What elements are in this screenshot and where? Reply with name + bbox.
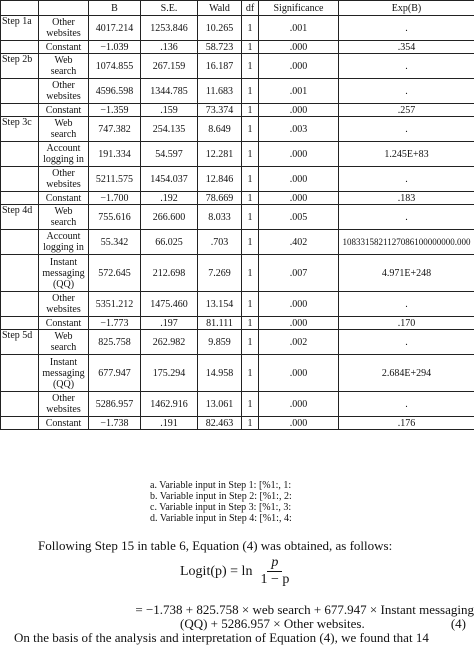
- cell-df: 1: [242, 79, 259, 104]
- cell-wald: 12.281: [198, 142, 242, 167]
- cell-se: 175.294: [141, 355, 198, 392]
- cell-df: 1: [242, 142, 259, 167]
- cell-wald: 13.061: [198, 392, 242, 417]
- cell-wald: 82.463: [198, 417, 242, 430]
- header-variable: [39, 1, 89, 16]
- cell-se: .136: [141, 41, 198, 54]
- cell-se: .159: [141, 104, 198, 117]
- cell-df: 1: [242, 317, 259, 330]
- cell-se: 212.698: [141, 255, 198, 292]
- cell-se: 1344.785: [141, 79, 198, 104]
- cell-significance: .000: [259, 417, 339, 430]
- table-row: [1, 16, 474, 41]
- cell-b: 755.616: [89, 205, 141, 230]
- cell-significance: .005: [259, 205, 339, 230]
- cell-step: [1, 104, 39, 117]
- cell-wald: 12.846: [198, 167, 242, 192]
- cell-df: 1: [242, 117, 259, 142]
- cell-variable: Instant messaging (QQ): [39, 255, 89, 292]
- cell-expb: .: [339, 205, 474, 230]
- cell-df: 1: [242, 167, 259, 192]
- logit-numerator: p: [267, 555, 282, 572]
- cell-significance: .402: [259, 230, 339, 255]
- logit-denominator: 1 − p: [256, 572, 293, 588]
- cell-significance: .000: [259, 104, 339, 117]
- cell-se: .197: [141, 317, 198, 330]
- cell-se: .191: [141, 417, 198, 430]
- cell-expb: .183: [339, 192, 474, 205]
- cell-b: 55.342: [89, 230, 141, 255]
- cell-df: 1: [242, 392, 259, 417]
- cell-wald: 10.265: [198, 16, 242, 41]
- cell-significance: .007: [259, 255, 339, 292]
- cell-b: 572.645: [89, 255, 141, 292]
- cell-variable: Instant messaging (QQ): [39, 355, 89, 392]
- header-se: S.E.: [141, 1, 198, 16]
- cell-variable: Web search: [39, 330, 89, 355]
- cell-variable: Constant: [39, 317, 89, 330]
- table-row: [1, 167, 474, 192]
- footnote-a: a. Variable input in Step 1: [%1:, 1:: [150, 480, 292, 491]
- header-step: [1, 1, 39, 16]
- cell-b: −1.039: [89, 41, 141, 54]
- table-row: [1, 355, 474, 392]
- cell-expb: .: [339, 167, 474, 192]
- cell-expb: 2.684E+294: [339, 355, 474, 392]
- cell-expb: .257: [339, 104, 474, 117]
- cell-b: 4017.214: [89, 16, 141, 41]
- cell-wald: 14.958: [198, 355, 242, 392]
- header-b: B: [89, 1, 141, 16]
- cell-wald: 8.033: [198, 205, 242, 230]
- table-row: [1, 192, 474, 205]
- cell-b: 5286.957: [89, 392, 141, 417]
- cell-significance: .001: [259, 16, 339, 41]
- conclusion-paragraph: On the basis of the analysis and interpretation of Equation (4), we found that 14: [14, 630, 429, 646]
- cell-expb: .170: [339, 317, 474, 330]
- cell-df: 1: [242, 292, 259, 317]
- table-row: [1, 41, 474, 54]
- table-header-row: [1, 1, 474, 16]
- cell-wald: 16.187: [198, 54, 242, 79]
- cell-expb: .176: [339, 417, 474, 430]
- footnote-c: c. Variable input in Step 3: [%1:, 3:: [150, 502, 292, 513]
- cell-step: Step 4d: [1, 205, 39, 230]
- cell-expb: .354: [339, 41, 474, 54]
- cell-se: 1253.846: [141, 16, 198, 41]
- cell-variable: Account logging in: [39, 230, 89, 255]
- cell-variable: Other websites: [39, 79, 89, 104]
- cell-significance: .000: [259, 192, 339, 205]
- cell-step: [1, 79, 39, 104]
- table-row: [1, 117, 474, 142]
- cell-expb: 4.971E+248: [339, 255, 474, 292]
- cell-step: Step 5d: [1, 330, 39, 355]
- cell-df: 1: [242, 255, 259, 292]
- cell-b: −1.773: [89, 317, 141, 330]
- cell-step: [1, 192, 39, 205]
- table-row: [1, 230, 474, 255]
- cell-step: Step 2b: [1, 54, 39, 79]
- cell-step: [1, 317, 39, 330]
- cell-significance: .000: [259, 355, 339, 392]
- cell-se: 254.135: [141, 117, 198, 142]
- table-row: [1, 79, 474, 104]
- logit-fraction: [256, 555, 293, 588]
- cell-se: 1475.460: [141, 292, 198, 317]
- cell-wald: 73.374: [198, 104, 242, 117]
- header-df: df: [242, 1, 259, 16]
- cell-wald: 11.683: [198, 79, 242, 104]
- cell-df: 1: [242, 355, 259, 392]
- cell-variable: Constant: [39, 41, 89, 54]
- cell-b: 677.947: [89, 355, 141, 392]
- cell-step: [1, 142, 39, 167]
- cell-wald: 8.649: [198, 117, 242, 142]
- cell-expb: 1.245E+83: [339, 142, 474, 167]
- cell-wald: 58.723: [198, 41, 242, 54]
- cell-df: 1: [242, 41, 259, 54]
- cell-b: 4596.598: [89, 79, 141, 104]
- cell-expb: .: [339, 292, 474, 317]
- cell-significance: .003: [259, 117, 339, 142]
- cell-expb: .: [339, 16, 474, 41]
- cell-wald: 81.111: [198, 317, 242, 330]
- cell-variable: Account logging in: [39, 142, 89, 167]
- cell-step: [1, 41, 39, 54]
- cell-df: 1: [242, 230, 259, 255]
- cell-df: 1: [242, 205, 259, 230]
- cell-expb: 1083315821127086100000000.000: [339, 230, 474, 255]
- cell-significance: .001: [259, 79, 339, 104]
- table-row: [1, 417, 474, 430]
- cell-b: 825.758: [89, 330, 141, 355]
- table-row: [1, 330, 474, 355]
- cell-df: 1: [242, 192, 259, 205]
- cell-wald: .703: [198, 230, 242, 255]
- equation-line-2-text: (QQ) + 5286.957 × Other websites.: [180, 616, 365, 632]
- cell-significance: .000: [259, 317, 339, 330]
- equation-line-1: = −1.738 + 825.758 × web search + 677.947 × Instant messaging: [0, 602, 474, 618]
- cell-expb: .: [339, 117, 474, 142]
- table-row: [1, 392, 474, 417]
- intro-paragraph: Following Step 15 in table 6, Equation (4) was obtained, as follows:: [38, 538, 392, 554]
- cell-variable: Constant: [39, 192, 89, 205]
- cell-significance: .000: [259, 54, 339, 79]
- cell-wald: 7.269: [198, 255, 242, 292]
- table-row: [1, 205, 474, 230]
- cell-b: 5211.575: [89, 167, 141, 192]
- cell-b: 1074.855: [89, 54, 141, 79]
- cell-step: Step 1a: [1, 16, 39, 41]
- cell-b: −1.700: [89, 192, 141, 205]
- cell-b: −1.359: [89, 104, 141, 117]
- table-row: [1, 104, 474, 117]
- cell-se: 1454.037: [141, 167, 198, 192]
- cell-step: [1, 255, 39, 292]
- cell-step: [1, 392, 39, 417]
- cell-significance: .000: [259, 292, 339, 317]
- cell-se: .192: [141, 192, 198, 205]
- cell-variable: Web search: [39, 54, 89, 79]
- cell-b: −1.738: [89, 417, 141, 430]
- header-expb: Exp(B): [339, 1, 474, 16]
- cell-df: 1: [242, 16, 259, 41]
- table-row: [1, 142, 474, 167]
- cell-step: [1, 230, 39, 255]
- cell-step: [1, 292, 39, 317]
- cell-variable: Other websites: [39, 167, 89, 192]
- cell-variable: Constant: [39, 417, 89, 430]
- table-row: [1, 317, 474, 330]
- cell-significance: .000: [259, 167, 339, 192]
- cell-se: 266.600: [141, 205, 198, 230]
- logit-equation: [180, 555, 293, 588]
- cell-step: [1, 355, 39, 392]
- footnote-b: b. Variable input in Step 2: [%1:, 2:: [150, 491, 292, 502]
- cell-se: 1462.916: [141, 392, 198, 417]
- cell-se: 66.025: [141, 230, 198, 255]
- cell-wald: 9.859: [198, 330, 242, 355]
- cell-variable: Other websites: [39, 16, 89, 41]
- cell-variable: Web search: [39, 205, 89, 230]
- cell-expb: .: [339, 54, 474, 79]
- table-row: [1, 54, 474, 79]
- cell-significance: .000: [259, 392, 339, 417]
- cell-variable: Web search: [39, 117, 89, 142]
- cell-df: 1: [242, 104, 259, 117]
- equation-number: (4): [451, 616, 466, 632]
- cell-significance: .000: [259, 142, 339, 167]
- cell-df: 1: [242, 417, 259, 430]
- header-wald: Wald: [198, 1, 242, 16]
- cell-wald: 78.669: [198, 192, 242, 205]
- table-row: [1, 255, 474, 292]
- cell-variable: Other websites: [39, 392, 89, 417]
- cell-significance: .002: [259, 330, 339, 355]
- cell-step: [1, 417, 39, 430]
- cell-significance: .000: [259, 41, 339, 54]
- table-row: [1, 292, 474, 317]
- cell-se: 267.159: [141, 54, 198, 79]
- footnote-d: d. Variable input in Step 4: [%1:, 4:: [150, 513, 292, 524]
- cell-se: 54.597: [141, 142, 198, 167]
- cell-expb: .: [339, 392, 474, 417]
- table-footnotes: [150, 480, 292, 524]
- cell-expb: .: [339, 330, 474, 355]
- cell-variable: Constant: [39, 104, 89, 117]
- cell-df: 1: [242, 330, 259, 355]
- cell-variable: Other websites: [39, 292, 89, 317]
- cell-wald: 13.154: [198, 292, 242, 317]
- cell-b: 191.334: [89, 142, 141, 167]
- cell-df: 1: [242, 54, 259, 79]
- cell-step: [1, 167, 39, 192]
- cell-step: Step 3c: [1, 117, 39, 142]
- header-significance: Significance: [259, 1, 339, 16]
- cell-b: 747.382: [89, 117, 141, 142]
- cell-b: 5351.212: [89, 292, 141, 317]
- cell-expb: .: [339, 79, 474, 104]
- logit-lhs: Logit(p) = ln: [180, 564, 252, 580]
- cell-se: 262.982: [141, 330, 198, 355]
